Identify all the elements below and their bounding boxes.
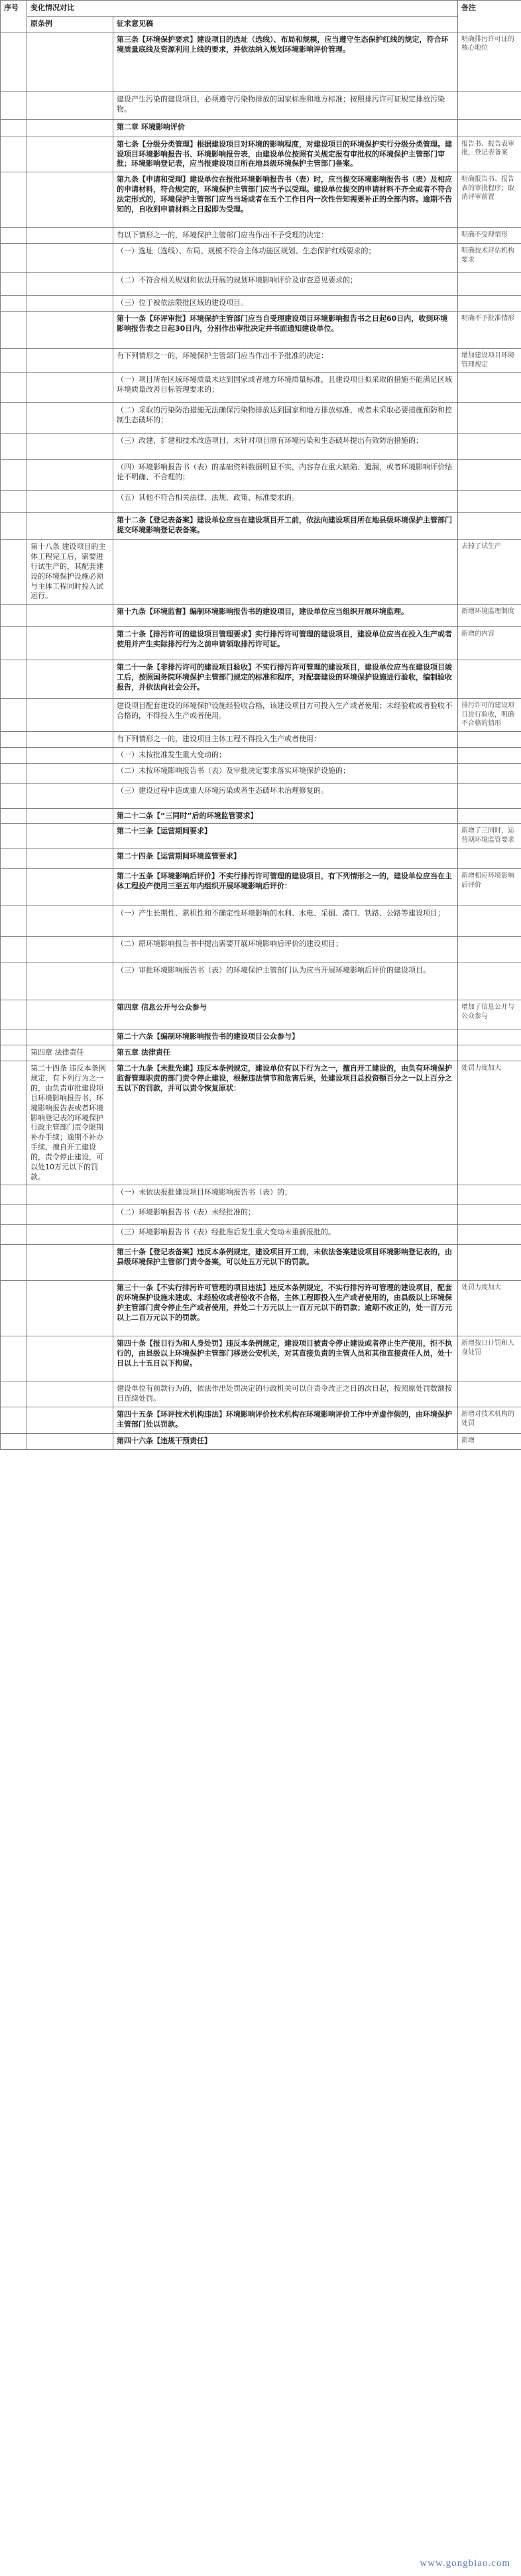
- table-row: [1, 244, 521, 273]
- row-note: [458, 119, 521, 137]
- row-draft: 建设产生污染的建设项目，必须遵守污染物排放的国家标准和地方标准；按照排污许可证规定排放污染物。: [113, 91, 458, 119]
- table-row: [1, 1281, 521, 1336]
- table-row: [1, 824, 521, 849]
- row-seq: [1, 731, 27, 747]
- row-draft: 第二十三条【运营期间要求】: [113, 824, 458, 849]
- row-original: [27, 1281, 113, 1336]
- row-draft: （一）项目所在区域环境质量未达到国家或者地方环境质量标准，且建设项目拟采取的措施不能满足区域环境质量改善目标管理要求的；: [113, 373, 458, 403]
- row-draft: 第四十五条【环评技术机构违法】环境影响评价技术机构在环境影响评价工作中弄虚作假的，由环境保护主管部门处以罚款。: [113, 1407, 458, 1434]
- row-draft: 第二十一条【非排污许可的建设项目验收】不实行排污许可管理的建设项目，建设单位应当在建设项目竣工后，按照国务院环境保护主管部门规定的标准和程序，对配套建设的环境保护设施进行验收，编制验收报告，并依法向社会公开。: [113, 660, 458, 699]
- row-draft: （二）不符合相关规划和依法开展的规划环境影响评价及审查意见要求的；: [113, 273, 458, 296]
- header-seq: 序号: [1, 1, 27, 32]
- row-note: [458, 1185, 521, 1205]
- header-note: 备注: [458, 1, 521, 32]
- table-row: [1, 273, 521, 296]
- row-seq: [1, 1045, 27, 1061]
- row-original: [27, 1000, 113, 1029]
- row-original: [27, 605, 113, 627]
- row-draft: 第二十六条【编制环境影响报告书的建设项目公众参与】: [113, 1029, 458, 1045]
- row-draft: （三）改建、扩建和技术改造项目，未针对项目原有环境污染和生态破坏提出有效防治措施的；: [113, 434, 458, 460]
- row-original: [27, 906, 113, 937]
- row-seq: [1, 137, 27, 172]
- row-note: [458, 849, 521, 869]
- row-seq: [1, 906, 27, 937]
- table-row: [1, 137, 521, 172]
- row-note: [458, 660, 521, 699]
- row-draft: （二）原环境影响报告书中提出需要开展环境影响后评价的建设项目；: [113, 937, 458, 963]
- row-note: 报告书、报告表审批，登记表备案: [458, 137, 521, 172]
- row-seq: [1, 605, 27, 627]
- row-seq: [1, 1225, 27, 1245]
- row-original: [27, 244, 113, 273]
- row-seq: [1, 513, 27, 540]
- table-row: [1, 91, 521, 119]
- table-row: [1, 849, 521, 869]
- row-seq: [1, 824, 27, 849]
- row-original: [27, 731, 113, 747]
- row-seq: [1, 32, 27, 91]
- row-draft: （三）环境影响报告书（表）经批准后发生重大变动未重新报批的。: [113, 1225, 458, 1245]
- table-row: [1, 403, 521, 434]
- row-note: 明确报告书、报告表的审批程序；取消评审前置: [458, 172, 521, 228]
- table-row: [1, 540, 521, 605]
- row-original: [27, 296, 113, 312]
- row-seq: [1, 373, 27, 403]
- row-note: [458, 783, 521, 808]
- row-note: 处罚力度加大: [458, 1281, 521, 1336]
- row-note: 新增相应环境影响后评价: [458, 869, 521, 906]
- row-note: [458, 91, 521, 119]
- row-original: [27, 763, 113, 783]
- row-note: [458, 273, 521, 296]
- row-note: [458, 460, 521, 491]
- row-note: 去掉了试生产: [458, 540, 521, 605]
- row-draft: 建设单位有前款行为的，依法作出处罚决定的行政机关可以自责令改正之日的次日起，按照原处罚数额按日连续处罚。: [113, 1381, 458, 1407]
- row-note: 明确排污许可证的核心地位: [458, 32, 521, 91]
- row-original: [27, 627, 113, 660]
- table-row: [1, 172, 521, 228]
- row-seq: [1, 808, 27, 824]
- row-seq: [1, 491, 27, 513]
- row-draft: 第二十九条【未批先建】违反本条例规定，建设单位有以下行为之一，擅自开工建设的，由负有环境保护监督管理职责的部门责令停止建设，根据违法情节和危害后果，处建设项目总投资额百分之一以上百分之五以下的罚款，并可以责令恢复原状：: [113, 1061, 458, 1185]
- row-seq: [1, 963, 27, 1000]
- row-draft: （一）产生长期性、累积性和不确定性环境影响的水利、水电、采掘、港口、铁路、公路等建设项目；: [113, 906, 458, 937]
- row-draft: 第二章 环境影响评价: [113, 119, 458, 137]
- row-seq: [1, 1185, 27, 1205]
- row-seq: [1, 1245, 27, 1281]
- row-draft: 第七条【分级分类管理】根据建设项目对环境的影响程度，对建设项目的环境保护实行分级分类管理。建设项目环境影响报告书、环境影响报告表，由建设单位按照有关规定报有审批权的环境保护主管部门审批；环境影响登记表，应当报建设项目所在地县级环境保护主管部门备案。: [113, 137, 458, 172]
- row-seq: [1, 244, 27, 273]
- row-draft: 第三十一条【不实行排污许可管理的项目违法】违反本条例规定，不实行排污许可管理的建设项目，配套的环境保护设施未建成、未经验收或者验收不合格，主体工程即投入生产或者使用的，由县级以上环境保护主管部门责令停止生产或者使用，并处二十万元以上一百万元以下的罚款；逾期不改正的，处一百万元以上二百万元以下的罚款。: [113, 1281, 458, 1336]
- row-note: [458, 963, 521, 1000]
- row-original: [27, 1225, 113, 1245]
- row-draft: 有下列情形之一的，环境保护主管部门应当作出不予批准的决定：: [113, 349, 458, 373]
- row-original: [27, 937, 113, 963]
- row-seq: [1, 460, 27, 491]
- row-note: 新增: [458, 1434, 521, 1450]
- table-row: [1, 1336, 521, 1381]
- row-note: [458, 491, 521, 513]
- table-row: [1, 763, 521, 783]
- row-draft: （一）未依法报批建设项目环境影响报告书（表）的；: [113, 1185, 458, 1205]
- row-original: [27, 403, 113, 434]
- row-draft: 建设项目配套建设的环境保护设施经验收合格，该建设项目方可投入生产或者使用；未经验收或者验收不合格的，不得投入生产或者使用。: [113, 699, 458, 732]
- row-original: [27, 963, 113, 1000]
- row-original: [27, 808, 113, 824]
- row-original: [27, 228, 113, 244]
- row-original: [27, 460, 113, 491]
- row-draft: 有以下情形之一的，环境保护主管部门应当作出不予受理的决定：: [113, 228, 458, 244]
- row-original: [27, 119, 113, 137]
- row-note: [458, 1205, 521, 1225]
- row-original: [27, 747, 113, 763]
- row-draft: 第十一条【环评审批】环境保护主管部门应当自受理建设项目环境影响报告书之日起60日内，收到环境影响报告表之日起30日内，分别作出审批决定并书面通知建设单位。: [113, 312, 458, 349]
- row-original: [27, 1407, 113, 1434]
- row-original: [27, 1336, 113, 1381]
- row-note: [458, 1381, 521, 1407]
- row-draft: 第三十条【登记表备案】违反本条例规定，建设项目开工前，未依法备案建设项目环境影响登记表的，由县级环境保护主管部门责令备案，可以处五万元以下的罚款。: [113, 1245, 458, 1281]
- row-original: [27, 312, 113, 349]
- row-original: [27, 349, 113, 373]
- table-row: [1, 783, 521, 808]
- row-seq: [1, 434, 27, 460]
- row-seq: [1, 349, 27, 373]
- row-seq: [1, 1381, 27, 1407]
- table-row: [1, 731, 521, 747]
- row-seq: [1, 119, 27, 137]
- table-body: [1, 32, 521, 1449]
- row-original: [27, 1029, 113, 1045]
- row-seq: [1, 296, 27, 312]
- row-original: [27, 1434, 113, 1450]
- row-draft: 第二十条【排污许可的建设项目管理要求】实行排污许可管理的建设项目，建设单位应当在投入生产或者使用并产生实际排污行为之前申请领取排污许可证。: [113, 627, 458, 660]
- row-seq: [1, 699, 27, 732]
- table-row: [1, 605, 521, 627]
- row-note: [458, 434, 521, 460]
- row-original: [27, 491, 113, 513]
- row-draft: 第三条【环境保护要求】建设项目的选址（选线）、布局和规模，应当遵守生态保护红线的规定，符合环境质量底线及资源利用上线的要求，并依法纳入规划环境影响评价管理。: [113, 32, 458, 91]
- row-draft: [113, 540, 458, 605]
- table-row: [1, 963, 521, 1000]
- table-row: [1, 1045, 521, 1061]
- row-draft: 第四章 信息公开与公众参与: [113, 1000, 458, 1029]
- row-draft: 第十九条【环境监督】编制环境影响报告书的建设项目，建设单位应当组织开展环境监理。: [113, 605, 458, 627]
- table-row: [1, 660, 521, 699]
- row-original: [27, 849, 113, 869]
- row-seq: [1, 783, 27, 808]
- header-draft: 征求意见稿: [113, 16, 458, 32]
- row-note: 明确不受理情形: [458, 228, 521, 244]
- row-note: [458, 808, 521, 824]
- row-draft: 第四十条【报目行为和人身处罚】违反本条例规定，建设项目被责令停止建设或者停止生产使用，拒不执行的，由县级以上环境保护主管部门移送公安机关，对其直接负责的主管人员和其他直接责任人员，处十日以上十五日以下拘留。: [113, 1336, 458, 1381]
- row-seq: [1, 1000, 27, 1029]
- row-seq: [1, 763, 27, 783]
- row-seq: [1, 627, 27, 660]
- table-row: [1, 1407, 521, 1434]
- row-note: 增加建设项目环境管理规定: [458, 349, 521, 373]
- row-seq: [1, 172, 27, 228]
- row-seq: [1, 1029, 27, 1045]
- watermark: www.gongbiao.com: [420, 2558, 510, 2569]
- row-seq: [1, 228, 27, 244]
- table-row: [1, 434, 521, 460]
- table-row: [1, 1061, 521, 1185]
- row-note: [458, 763, 521, 783]
- row-note: [458, 731, 521, 747]
- table-row: [1, 513, 521, 540]
- header-row-2: [1, 16, 521, 32]
- row-original: [27, 513, 113, 540]
- row-note: [458, 296, 521, 312]
- row-original: [27, 137, 113, 172]
- row-note: [458, 513, 521, 540]
- row-note: 新增的内容: [458, 627, 521, 660]
- row-note: [458, 373, 521, 403]
- row-original: [27, 373, 113, 403]
- table-row: [1, 1225, 521, 1245]
- row-draft: （四）环境影响报告书（表）的基础资料数据明显不实，内容存在重大缺陷、遗漏，或者环境影响评价结论不明确、不合理的；: [113, 460, 458, 491]
- row-note: [458, 1225, 521, 1245]
- table-row: [1, 906, 521, 937]
- row-seq: [1, 1205, 27, 1225]
- row-note: 新增环境监理制度: [458, 605, 521, 627]
- table-row: [1, 1029, 521, 1045]
- row-draft: 第二十五条【环境影响后评价】不实行排污许可管理的建设项目，有下列情形之一的，建设单位应当在主体工程投产使用三至五年内组织开展环境影响后评价：: [113, 869, 458, 906]
- row-original: [27, 434, 113, 460]
- row-original: [27, 660, 113, 699]
- row-original: [27, 1381, 113, 1407]
- row-draft: （二）未按环境影响报告书（表）及审批决定要求落实环境保护设施的；: [113, 763, 458, 783]
- row-draft: （二）采取的污染防治措施无法确保污染物排放达到国家和地方排放标准，或者未采取必要措施预防和控制生态破坏的；: [113, 403, 458, 434]
- row-note: 明确不予批准情形: [458, 312, 521, 349]
- row-draft: （三）建设过程中造成重大环境污染或者生态破坏未治理修复的。: [113, 783, 458, 808]
- row-seq: [1, 91, 27, 119]
- row-note: 新增按日计罚和人身处罚: [458, 1336, 521, 1381]
- table-row: [1, 373, 521, 403]
- table-row: [1, 32, 521, 91]
- row-seq: [1, 937, 27, 963]
- row-note: 处罚力度加大: [458, 1061, 521, 1185]
- row-draft: （一）选址（选线）、布局、规模不符合主体功能区规划、生态保护红线要求的；: [113, 244, 458, 273]
- row-original: [27, 32, 113, 91]
- row-note: 新增了三同时，运营期环境监管要求: [458, 824, 521, 849]
- row-original: [27, 824, 113, 849]
- header-original: 原条例: [27, 16, 113, 32]
- row-seq: [1, 747, 27, 763]
- row-seq: [1, 273, 27, 296]
- row-draft: 第九条【申请和受理】建设单位在报批环境影响报告书（表）时，应当提交环境影响报告书（表）及相应的申请材料，符合规定的，环境保护主管部门应当予以受理。建设单位提交的申请材料不齐全或者不符合法定形式的，环境保护主管部门应当当场或者在五个工作日内一次性告知需要补正的全部内容。逾期不告知的，自收到申请材料之日起即为受理。: [113, 172, 458, 228]
- table-row: [1, 1245, 521, 1281]
- row-draft: （五）其他不符合相关法律、法规、政策、标准要求的。: [113, 491, 458, 513]
- table-row: [1, 312, 521, 349]
- row-draft: 有下列情形之一的，建设项目主体工程不得投入生产或者使用：: [113, 731, 458, 747]
- row-note: 明确技术评估机构要求: [458, 244, 521, 273]
- row-note: [458, 1245, 521, 1281]
- row-note: 增加了信息公开与公众参与: [458, 1000, 521, 1029]
- row-original: [27, 699, 113, 732]
- row-original: 第二十四条 违反本条例规定，有下列行为之一的，由负责审批建设项目环境影响报告书、环境影响报告表或者环境影响登记表的环境保护行政主管部门责令限期补办手续；逾期不补办手续，擅自开工建设的，责令停止建设，可以处10万元以下的罚款。: [27, 1061, 113, 1185]
- row-note: [458, 1029, 521, 1045]
- row-seq: [1, 403, 27, 434]
- row-seq: [1, 312, 27, 349]
- table-row: [1, 937, 521, 963]
- row-draft: 第十二条【登记表备案】建设单位应当在建设项目开工前，依法向建设项目所在地县级环境保护主管部门提交环境影响登记表备案。: [113, 513, 458, 540]
- row-seq: [1, 1061, 27, 1185]
- table-row: [1, 699, 521, 732]
- row-seq: [1, 540, 27, 605]
- row-original: 第四章 法律责任: [27, 1045, 113, 1061]
- row-seq: [1, 1281, 27, 1336]
- row-original: [27, 172, 113, 228]
- table-row: [1, 808, 521, 824]
- header-change: 变化情况对比: [27, 1, 458, 17]
- row-draft: 第四十六条【违规干预责任】: [113, 1434, 458, 1450]
- row-note: 新增对技术机构的处罚: [458, 1407, 521, 1434]
- row-original: [27, 91, 113, 119]
- row-original: [27, 1205, 113, 1225]
- row-original: [27, 273, 113, 296]
- row-draft: 第二十二条【“三同时”后的环境监管要求】: [113, 808, 458, 824]
- table-row: [1, 1000, 521, 1029]
- table-row: [1, 491, 521, 513]
- table-row: [1, 1434, 521, 1450]
- row-note: [458, 747, 521, 763]
- row-original: [27, 783, 113, 808]
- table-row: [1, 349, 521, 373]
- row-note: [458, 1045, 521, 1061]
- row-note: [458, 403, 521, 434]
- table-row: [1, 747, 521, 763]
- row-draft: （二）环境影响报告书（表）未经批准的；: [113, 1205, 458, 1225]
- row-note: [458, 906, 521, 937]
- table-row: [1, 460, 521, 491]
- row-draft: 第二十四条【运营期间环境监管要求】: [113, 849, 458, 869]
- row-original: [27, 1245, 113, 1281]
- row-original: [27, 869, 113, 906]
- row-seq: [1, 660, 27, 699]
- table-row: [1, 1381, 521, 1407]
- row-note: 排污许可的建设项目进行验收，明确不合格的情形: [458, 699, 521, 732]
- row-draft: 第五章 法律责任: [113, 1045, 458, 1061]
- table-row: [1, 869, 521, 906]
- table-row: [1, 1205, 521, 1225]
- table-row: [1, 1185, 521, 1205]
- table-row: [1, 228, 521, 244]
- row-seq: [1, 869, 27, 906]
- row-draft: （一）未按批准发生重大变动的；: [113, 747, 458, 763]
- row-original: [27, 1185, 113, 1205]
- row-seq: [1, 1336, 27, 1381]
- table-row: [1, 119, 521, 137]
- row-original: 第十八条 建设项目的主体工程完工后，需要进行试生产的，其配套建设的环境保护设施必须与主体工程同时投入试运行。: [27, 540, 113, 605]
- table-row: [1, 296, 521, 312]
- row-draft: （三）审批环境影响报告书（表）的环境保护主管部门认为应当开展环境影响后评价的建设项目。: [113, 963, 458, 1000]
- row-note: [458, 937, 521, 963]
- row-seq: [1, 1407, 27, 1434]
- table-row: [1, 627, 521, 660]
- row-draft: （三）位于被依法限批区域的建设项目。: [113, 296, 458, 312]
- row-seq: [1, 849, 27, 869]
- row-seq: [1, 1434, 27, 1450]
- header-row-1: [1, 1, 521, 17]
